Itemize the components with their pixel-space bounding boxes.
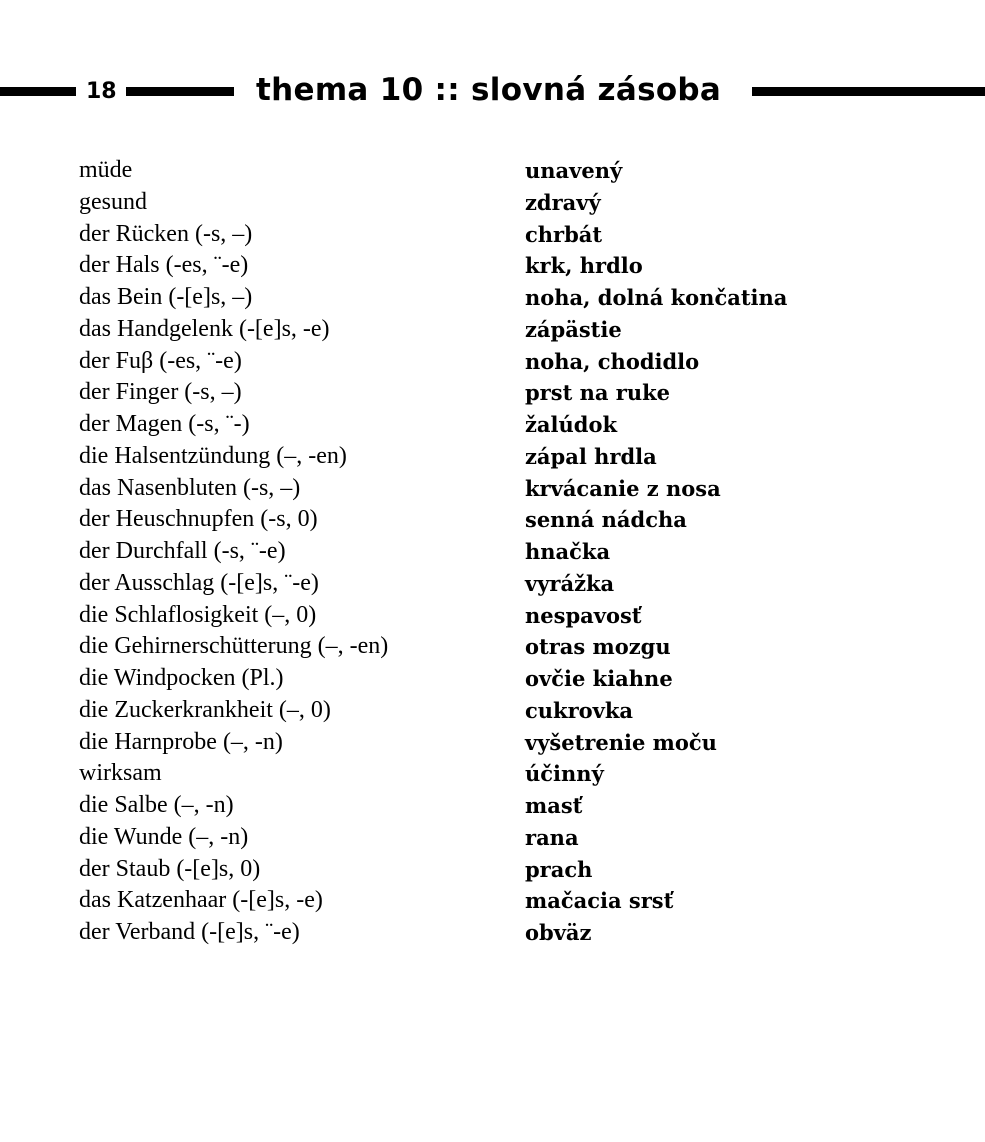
german-term: der Staub (-[e]s, 0) [79,855,261,882]
vocabulary-row [79,822,959,854]
german-term: das Bein (-[e]s, –) [79,284,253,310]
slovak-translation: zápästie [525,316,622,342]
vocabulary-row [79,600,959,632]
slovak-translation: zdravý [525,189,601,215]
vocabulary-row [79,187,959,219]
german-term: der Magen (-s, ¨-) [79,411,250,437]
slovak-translation: zápal hrdla [525,443,657,469]
german-term: der Heuschnupfen (-s, 0) [79,506,318,533]
slovak-translation: unavený [525,158,623,183]
page-title: thema 10 :: slovná zásoba [256,72,722,108]
slovak-translation: ovčie kiahne [525,666,673,691]
slovak-translation: mačacia srsť [525,888,674,914]
slovak-translation: prst na ruke [525,380,671,406]
slovak-translation: nespavosť [525,602,642,628]
vocabulary-row [79,790,959,822]
german-term: die Schlaflosigkeit (–, 0) [79,601,317,628]
vocabulary-row [79,695,959,727]
german-term: die Harnprobe (–, -n) [79,728,283,755]
slovak-translation: hnačka [525,539,611,564]
vocabulary-row [79,727,959,759]
german-term: die Gehirnerschütterung (–, -en) [79,633,389,660]
german-term: der Finger (-s, –) [79,379,242,406]
slovak-translation: otras mozgu [525,634,671,660]
german-term: wirksam [79,760,162,787]
vocabulary-row [79,250,959,282]
vocabulary-row [79,885,959,917]
header-rule-right [752,87,985,96]
german-term: die Zuckerkrankheit (–, 0) [79,696,331,723]
german-term: die Salbe (–, -n) [79,792,234,818]
german-term: die Windpocken (Pl.) [79,665,284,691]
vocabulary-row [79,631,959,663]
slovak-translation: senná nádcha [525,507,687,533]
german-term: die Wunde (–, -n) [79,823,249,850]
german-term: der Durchfall (-s, ¨-e) [79,538,286,564]
vocabulary-row [79,346,959,378]
slovak-translation: obväz [525,920,592,945]
german-term: der Ausschlag (-[e]s, ¨-e) [79,569,319,596]
vocabulary-row [79,568,959,600]
vocabulary-row [79,504,959,536]
slovak-translation: chrbát [525,221,603,247]
slovak-translation: noha, chodidlo [525,348,700,374]
german-term: der Hals (-es, ¨-e) [79,252,249,279]
vocabulary-row [79,663,959,695]
german-term: die Halsentzündung (–, -en) [79,442,347,469]
vocabulary-list [79,155,959,949]
slovak-translation: cukrovka [525,697,634,723]
vocabulary-row [79,409,959,441]
german-term: gesund [79,188,147,215]
slovak-translation: vyrážka [525,570,615,596]
vocabulary-row [79,473,959,505]
header-rule-left [0,87,76,96]
german-term: der Rücken (-s, –) [79,220,253,247]
slovak-translation: prach [525,856,593,882]
slovak-translation: masť [525,793,583,818]
vocabulary-row [79,536,959,568]
german-term: das Nasenbluten (-s, –) [79,474,301,501]
vocabulary-row [79,377,959,409]
vocabulary-row [79,441,959,473]
page-number: 18 [86,79,117,104]
vocabulary-row [79,758,959,790]
page-header [0,68,985,114]
slovak-translation: žalúdok [525,412,618,437]
vocabulary-row [79,282,959,314]
german-term: das Handgelenk (-[e]s, -e) [79,315,330,342]
vocabulary-row [79,314,959,346]
header-rule-middle [126,87,234,96]
slovak-translation: noha, dolná končatina [525,285,788,310]
vocabulary-row [79,155,959,187]
vocabulary-row [79,854,959,886]
german-term: müde [79,157,133,183]
german-term: das Katzenhaar (-[e]s, -e) [79,887,323,914]
german-term: der Verband (-[e]s, ¨-e) [79,919,300,945]
vocabulary-row [79,917,959,949]
slovak-translation: krvácanie z nosa [525,475,721,501]
vocabulary-row [79,219,959,251]
slovak-translation: krk, hrdlo [525,253,643,279]
slovak-translation: rana [525,824,579,850]
slovak-translation: účinný [525,761,604,787]
german-term: der Fuβ (-es, ¨-e) [79,347,242,374]
slovak-translation: vyšetrenie moču [525,729,717,755]
